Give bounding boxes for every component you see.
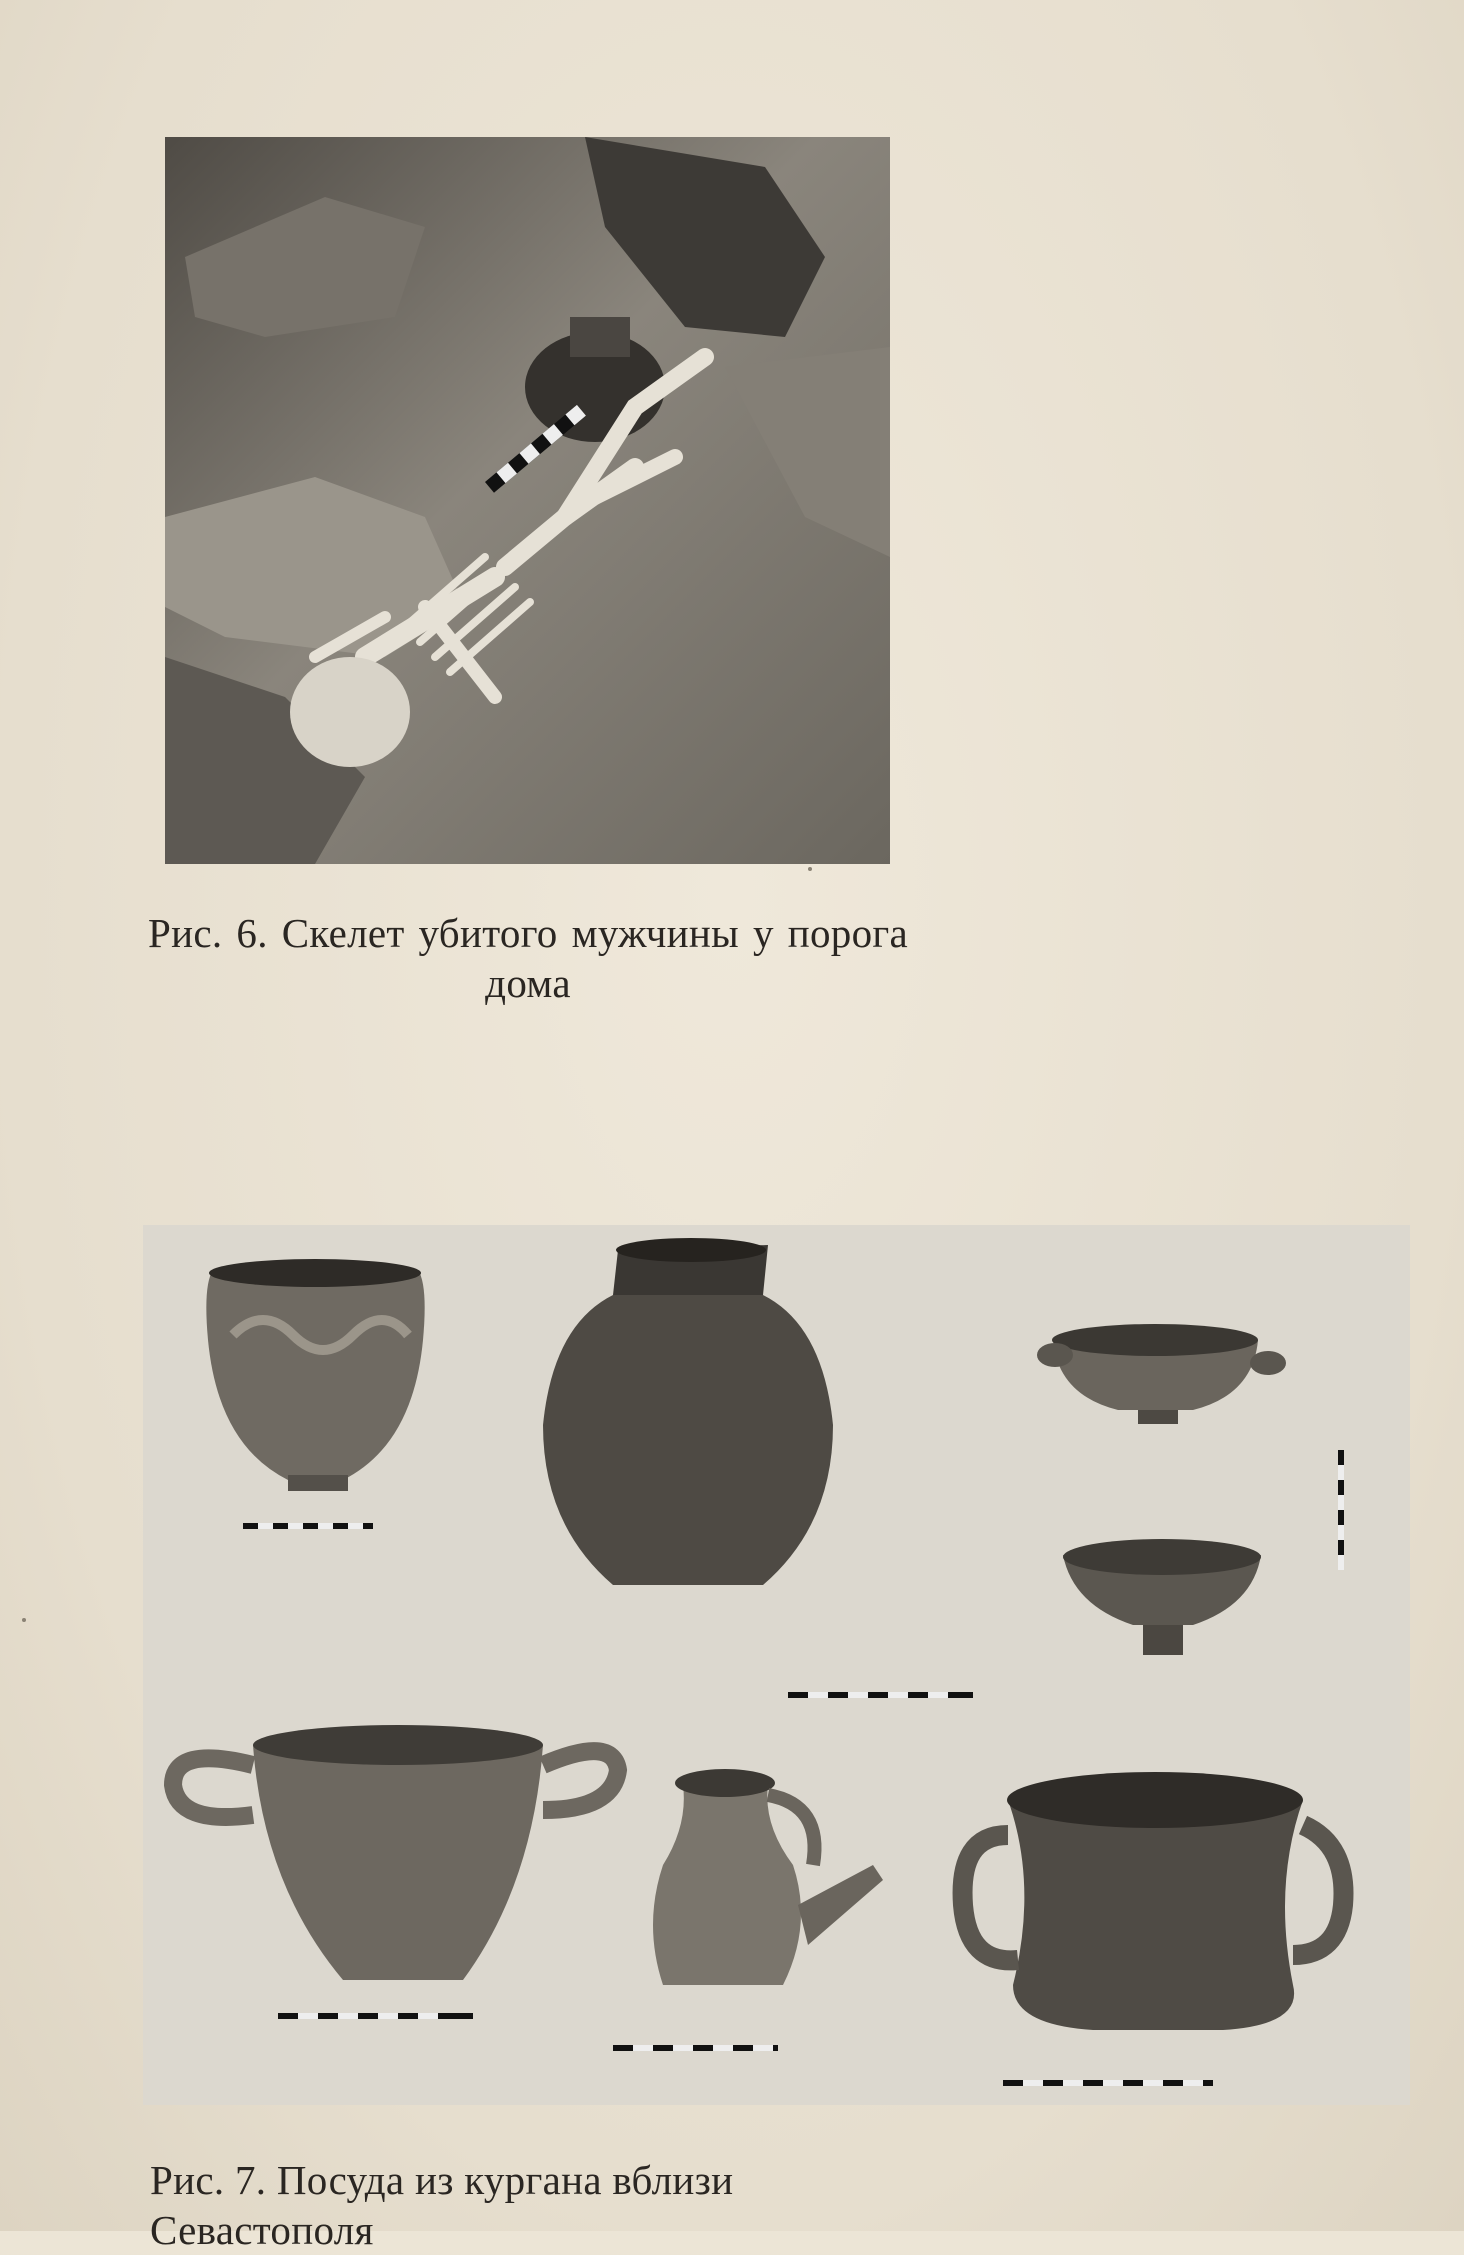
fig6-caption (148, 908, 908, 1008)
fig7-caption: Рис. 7. Посуда из кургана вблизи Севастополя (150, 2157, 734, 2253)
fig6-caption-line2: дома (485, 960, 571, 1006)
fig7-pottery-photo (143, 1225, 1410, 2105)
fig6-skeleton-photo (165, 137, 890, 864)
paper-speck (808, 867, 812, 871)
fig6-caption-line1: Рис. 6. Скелет убитого мужчины у порога (148, 910, 908, 956)
paper-speck (22, 1618, 26, 1622)
